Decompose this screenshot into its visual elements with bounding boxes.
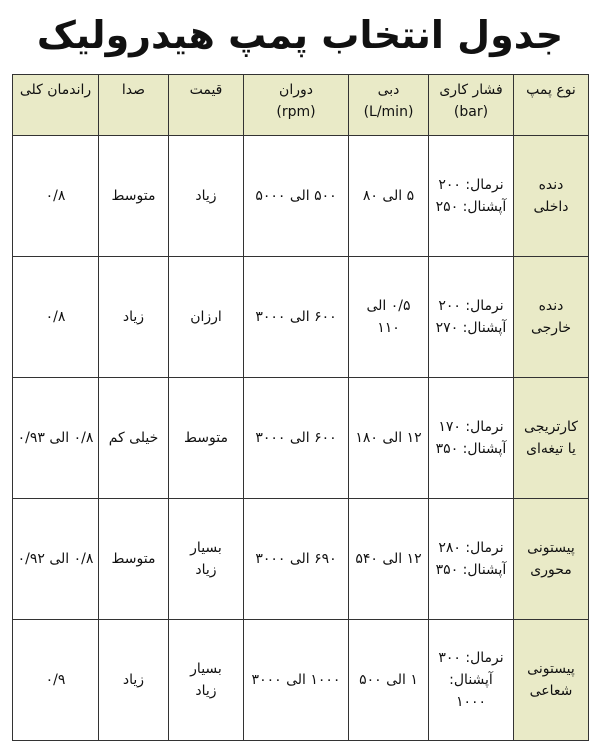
cell-pressure: نرمال: ۲۸۰ آپشنال: ۳۵۰	[429, 499, 514, 620]
cell-efficiency: ۰/۸	[13, 136, 99, 257]
header-pressure: فشار کاری (bar)	[429, 75, 514, 136]
header-flow: دبی (L/min)	[349, 75, 429, 136]
table-row	[13, 257, 589, 378]
table-header-row	[13, 75, 589, 136]
cell-pump-type: پیستونی محوری	[514, 499, 589, 620]
cell-price: بسیار زیاد	[169, 499, 244, 620]
cell-price: متوسط	[169, 378, 244, 499]
cell-noise: زیاد	[99, 257, 169, 378]
cell-pump-type: کارتریجی یا تیغه‌ای	[514, 378, 589, 499]
cell-pressure: نرمال: ۳۰۰ آپشنال: ۱۰۰۰	[429, 620, 514, 741]
table-row	[13, 378, 589, 499]
cell-noise: متوسط	[99, 499, 169, 620]
table-row	[13, 620, 589, 741]
cell-noise: متوسط	[99, 136, 169, 257]
cell-efficiency: ۰/۸	[13, 257, 99, 378]
cell-rpm: ۶۰۰ الی ۳۰۰۰	[244, 378, 349, 499]
cell-rpm: ۶۰۰ الی ۳۰۰۰	[244, 257, 349, 378]
cell-price: بسیار زیاد	[169, 620, 244, 741]
cell-efficiency: ۰/۸ الی ۰/۹۳	[13, 378, 99, 499]
cell-noise: زیاد	[99, 620, 169, 741]
table-row	[13, 136, 589, 257]
table-row	[13, 499, 589, 620]
header-pump-type: نوع پمپ	[514, 75, 589, 136]
header-rpm: دوران (rpm)	[244, 75, 349, 136]
header-noise: صدا	[99, 75, 169, 136]
cell-flow: ۱۲ الی ۱۸۰	[349, 378, 429, 499]
cell-pressure: نرمال: ۱۷۰ آپشنال: ۳۵۰	[429, 378, 514, 499]
cell-pressure: نرمال: ۲۰۰ آپشنال: ۲۷۰	[429, 257, 514, 378]
cell-pump-type: دنده خارجی	[514, 257, 589, 378]
cell-flow: ۱ الی ۵۰۰	[349, 620, 429, 741]
cell-efficiency: ۰/۸ الی ۰/۹۲	[13, 499, 99, 620]
pump-selection-table	[12, 74, 589, 741]
cell-price: زیاد	[169, 136, 244, 257]
cell-pump-type: پیستونی شعاعی	[514, 620, 589, 741]
header-efficiency: راندمان کلی	[13, 75, 99, 136]
cell-flow: ۵ الی ۸۰	[349, 136, 429, 257]
cell-pump-type: دنده داخلی	[514, 136, 589, 257]
cell-rpm: ۵۰۰ الی ۵۰۰۰	[244, 136, 349, 257]
cell-efficiency: ۰/۹	[13, 620, 99, 741]
cell-pressure: نرمال: ۲۰۰ آپشنال: ۲۵۰	[429, 136, 514, 257]
header-price: قیمت	[169, 75, 244, 136]
cell-flow: ۱۲ الی ۵۴۰	[349, 499, 429, 620]
cell-flow: ۰/۵ الی ۱۱۰	[349, 257, 429, 378]
cell-rpm: ۶۹۰ الی ۳۰۰۰	[244, 499, 349, 620]
page-title: جدول انتخاب پمپ هیدرولیک	[36, 13, 564, 57]
cell-rpm: ۱۰۰۰ الی ۳۰۰۰	[244, 620, 349, 741]
cell-price: ارزان	[169, 257, 244, 378]
cell-noise: خیلی کم	[99, 378, 169, 499]
